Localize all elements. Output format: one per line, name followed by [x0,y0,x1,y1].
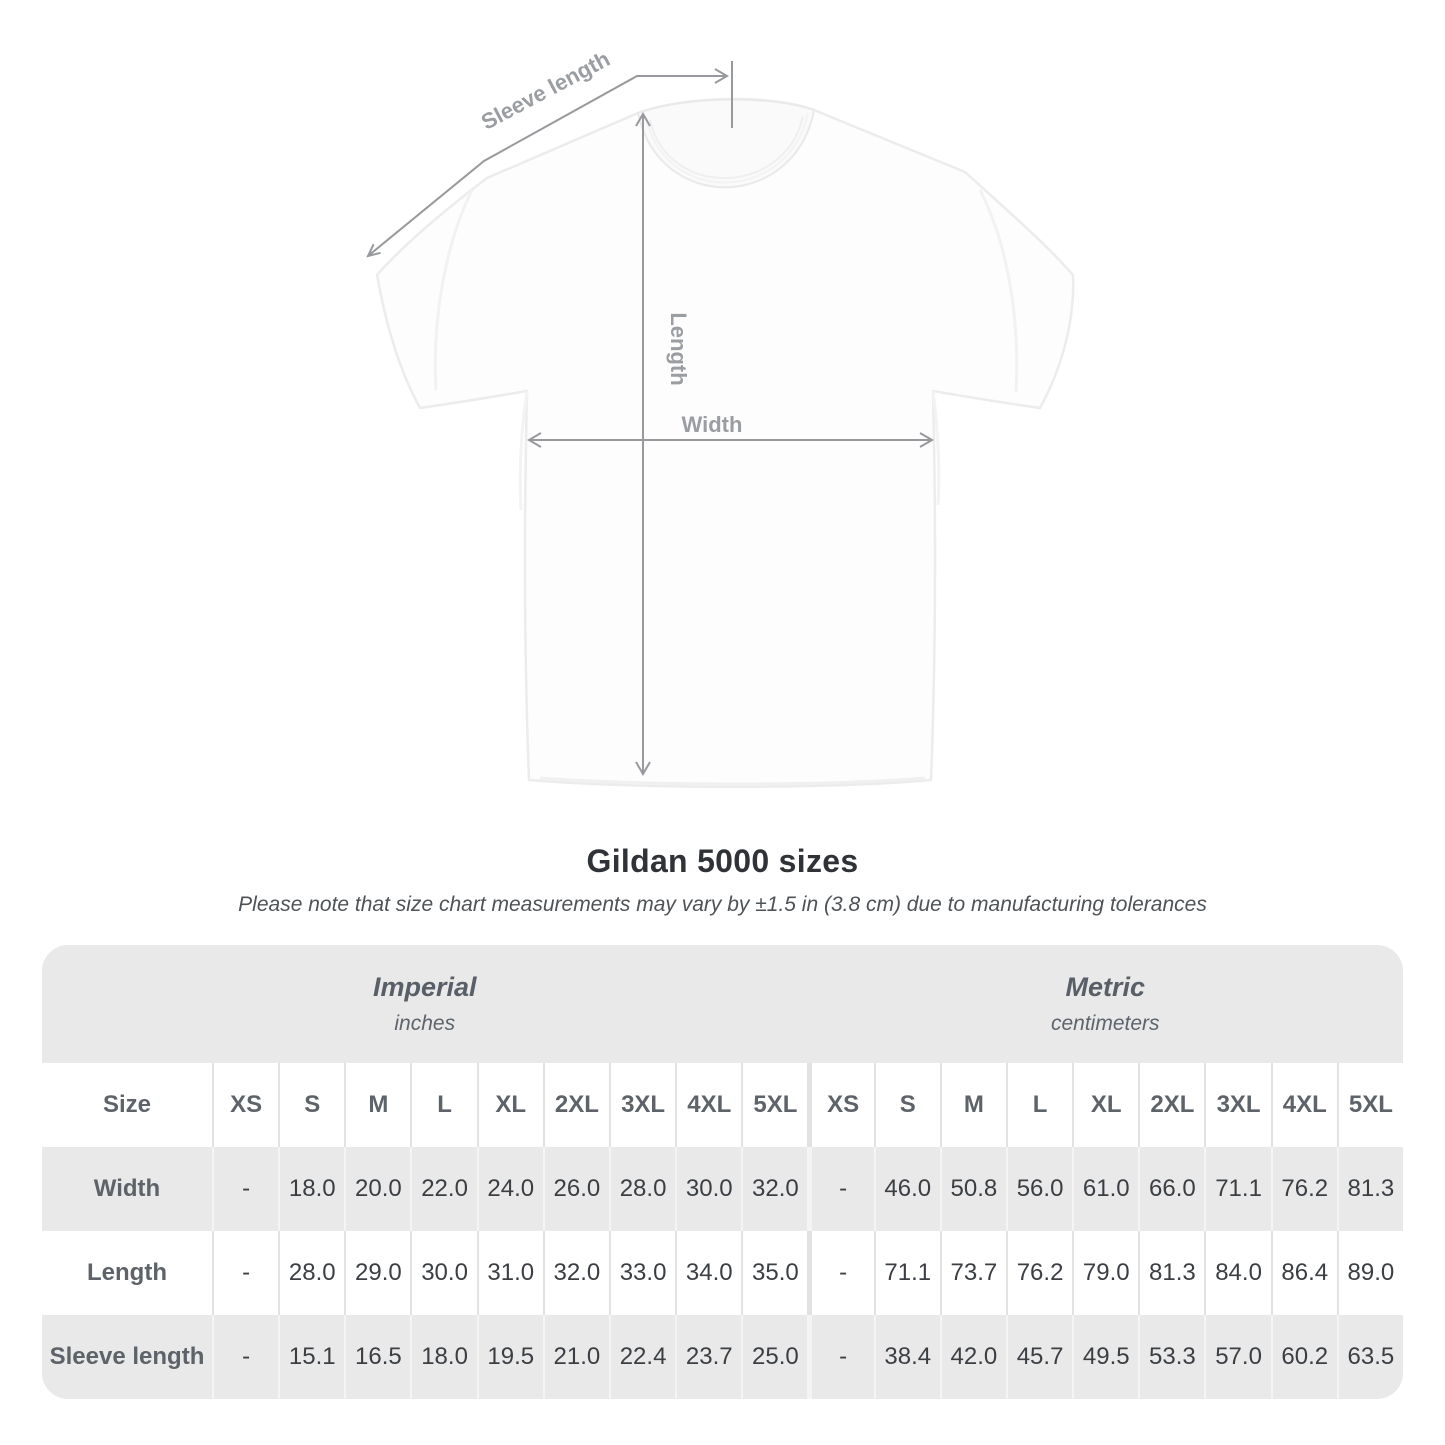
row-label-sleeve-length: Sleeve length [49,1343,205,1370]
sleeve-metric-xs: - [807,1315,873,1399]
length-imperial-4xl: 34.0 [675,1231,741,1315]
table-row-length [42,1231,1403,1315]
col-header-imperial-xl: XL [477,1063,543,1147]
sleeve-metric-2xl: 53.3 [1138,1315,1204,1399]
width-imperial-3xl: 28.0 [609,1147,675,1231]
sleeve-imperial-s: 15.1 [278,1315,344,1399]
sleeve-imperial-xs: - [212,1315,278,1399]
width-imperial-xs: - [212,1147,278,1231]
col-header-metric-l: L [1006,1063,1072,1147]
width-metric-l: 56.0 [1006,1147,1072,1231]
column-header-row [42,1063,1403,1147]
col-header-imperial-xs: XS [212,1063,278,1147]
width-metric-xl: 61.0 [1072,1147,1138,1231]
table-row-sleeve-length [42,1315,1403,1399]
length-imperial-3xl: 33.0 [609,1231,675,1315]
sleeve-metric-l: 45.7 [1006,1315,1072,1399]
sleeve-metric-5xl: 63.5 [1337,1315,1403,1399]
width-imperial-4xl: 30.0 [675,1147,741,1231]
length-metric-xl: 79.0 [1072,1231,1138,1315]
length-metric-5xl: 89.0 [1337,1231,1403,1315]
metric-label: Metric [1065,972,1146,1002]
col-header-metric-3xl: 3XL [1204,1063,1270,1147]
length-metric-2xl: 81.3 [1138,1231,1204,1315]
col-header-imperial-l: L [410,1063,476,1147]
col-header-metric-4xl: 4XL [1271,1063,1337,1147]
col-header-imperial-m: M [344,1063,410,1147]
sleeve-metric-3xl: 57.0 [1204,1315,1270,1399]
sleeve-imperial-5xl: 25.0 [741,1315,807,1399]
width-imperial-l: 22.0 [410,1147,476,1231]
length-imperial-xs: - [212,1231,278,1315]
sleeve-metric-4xl: 60.2 [1271,1315,1337,1399]
page-title: Gildan 5000 sizes [586,843,859,879]
width-metric-s: 46.0 [874,1147,940,1231]
col-header-imperial-2xl: 2XL [543,1063,609,1147]
width-imperial-5xl: 32.0 [741,1147,807,1231]
width-imperial-2xl: 26.0 [543,1147,609,1231]
sleeve-imperial-2xl: 21.0 [543,1315,609,1399]
col-header-imperial-3xl: 3XL [609,1063,675,1147]
length-metric-l: 76.2 [1006,1231,1072,1315]
sleeve-imperial-4xl: 23.7 [675,1315,741,1399]
length-metric-xs: - [807,1231,873,1315]
length-imperial-2xl: 32.0 [543,1231,609,1315]
size-table [42,945,1403,1399]
length-label: Length [666,312,691,386]
width-metric-xs: - [807,1147,873,1231]
col-header-imperial-5xl: 5XL [741,1063,807,1147]
metric-unit-label: centimeters [1050,1012,1160,1035]
length-metric-4xl: 86.4 [1271,1231,1337,1315]
width-metric-2xl: 66.0 [1138,1147,1204,1231]
unit-band [42,945,1403,1063]
imperial-unit-label: inches [394,1012,456,1035]
sleeve-length-label: Sleeve length [476,46,614,135]
width-metric-5xl: 81.3 [1337,1147,1403,1231]
width-imperial-m: 20.0 [344,1147,410,1231]
imperial-label: Imperial [372,972,477,1002]
length-imperial-5xl: 35.0 [741,1231,807,1315]
col-header-imperial-s: S [278,1063,344,1147]
tshirt-body [377,99,1073,787]
width-label: Width [681,412,743,437]
sleeve-metric-s: 38.4 [874,1315,940,1399]
col-header-metric-m: M [940,1063,1006,1147]
row-label-width: Width [93,1175,161,1202]
table-row-width [42,1147,1403,1231]
page-subtitle: Please note that size chart measurements may vary by ±1.5 in (3.8 cm) due to manufacturing tolerances [238,893,1207,916]
imperial-section-header [42,945,808,1063]
width-metric-m: 50.8 [940,1147,1006,1231]
col-header-metric-s: S [874,1063,940,1147]
sleeve-metric-xl: 49.5 [1072,1315,1138,1399]
length-metric-s: 71.1 [874,1231,940,1315]
length-imperial-m: 29.0 [344,1231,410,1315]
width-imperial-s: 18.0 [278,1147,344,1231]
width-metric-4xl: 76.2 [1271,1147,1337,1231]
col-header-metric-2xl: 2XL [1138,1063,1204,1147]
length-imperial-l: 30.0 [410,1231,476,1315]
width-imperial-xl: 24.0 [477,1147,543,1231]
width-metric-3xl: 71.1 [1204,1147,1270,1231]
sleeve-imperial-l: 18.0 [410,1315,476,1399]
sleeve-imperial-xl: 19.5 [477,1315,543,1399]
row-label-length: Length [87,1259,167,1286]
sleeve-imperial-m: 16.5 [344,1315,410,1399]
col-header-imperial-4xl: 4XL [675,1063,741,1147]
col-header-metric-5xl: 5XL [1337,1063,1403,1147]
col-header-metric-xl: XL [1072,1063,1138,1147]
length-imperial-xl: 31.0 [477,1231,543,1315]
heading-block [0,843,1445,917]
length-metric-3xl: 84.0 [1204,1231,1270,1315]
col-header-metric-xs: XS [807,1063,873,1147]
sleeve-imperial-3xl: 22.4 [609,1315,675,1399]
length-metric-m: 73.7 [940,1231,1006,1315]
length-imperial-s: 28.0 [278,1231,344,1315]
metric-section-header [808,945,1404,1063]
size-column-header: Size [102,1091,152,1118]
sleeve-metric-m: 42.0 [940,1315,1006,1399]
